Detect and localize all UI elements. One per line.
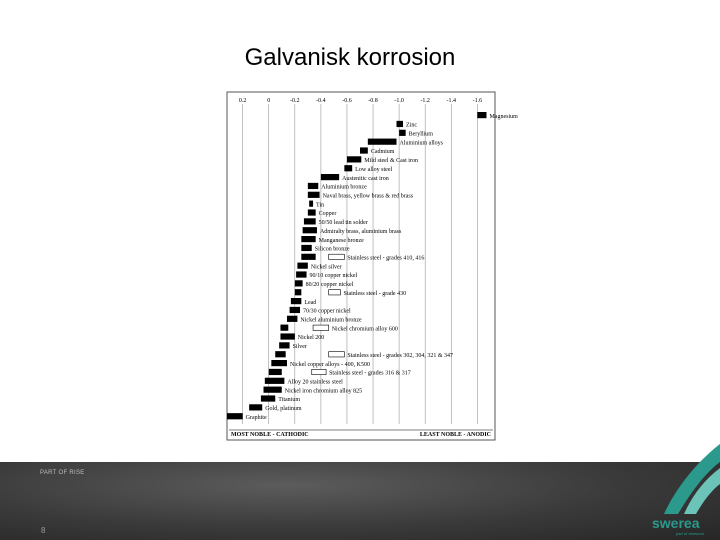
axis-tick-label: -0.8 bbox=[368, 98, 378, 104]
series-label: Nickel chromium alloy 600 bbox=[331, 326, 398, 333]
series-bar bbox=[360, 147, 368, 153]
footer-tag: PART OF RISE bbox=[40, 470, 85, 476]
series-label: Lead bbox=[304, 299, 317, 306]
series-bar bbox=[265, 378, 285, 384]
series-label: Aluminium bronze bbox=[321, 184, 367, 191]
series-label: 90/10 copper nickel bbox=[309, 273, 358, 280]
series-label: Manganese bronze bbox=[318, 237, 364, 244]
series-bar bbox=[287, 316, 297, 322]
logo-tagline: part of research bbox=[676, 531, 705, 536]
series-bar bbox=[297, 263, 307, 269]
series-bar bbox=[304, 218, 316, 224]
series-label: Silicon bronze bbox=[314, 246, 350, 253]
series-label: Naval brass, yellow brass & red brass bbox=[322, 193, 414, 200]
series-label: 50/50 lead tin solder bbox=[318, 220, 368, 227]
series-label: Graphite bbox=[245, 414, 267, 421]
series-bar bbox=[227, 413, 243, 419]
series-bar bbox=[308, 209, 316, 215]
series-bar bbox=[303, 227, 317, 233]
series-bar bbox=[477, 112, 486, 118]
axis-tick-label: 0.2 bbox=[238, 98, 247, 104]
series-label: Zinc bbox=[406, 122, 418, 129]
logo-wordmark: swerea bbox=[652, 515, 700, 531]
galvanic-series-svg bbox=[227, 92, 518, 440]
series-label: Magnesium bbox=[489, 113, 518, 120]
series-bar bbox=[399, 130, 406, 136]
series-label: Nickel 200 bbox=[297, 335, 325, 342]
series-bar bbox=[264, 387, 282, 393]
series-label: Austenitic cast iron bbox=[342, 175, 389, 182]
series-label: Stainless steel - grades 316 & 317 bbox=[329, 370, 411, 377]
slide-title: Galvanisk korrosion bbox=[244, 44, 456, 71]
series-bar bbox=[280, 333, 294, 339]
series-bar bbox=[295, 280, 303, 286]
series-label: Aluminium alloys bbox=[399, 140, 444, 147]
series-bar bbox=[296, 271, 306, 277]
series-label: Admiralty brass, aluminium brass bbox=[319, 228, 402, 235]
series-bar bbox=[275, 351, 285, 357]
series-label: Nickel iron chromium alloy 825 bbox=[284, 388, 363, 395]
axis-tick-label: -1.6 bbox=[472, 98, 483, 104]
series-label: Alloy 20 stainless steel bbox=[287, 379, 343, 386]
series-label: Mild steel & Cast iron bbox=[364, 158, 418, 165]
axis-tick-label: -0.4 bbox=[316, 98, 326, 104]
series-bar bbox=[397, 121, 404, 127]
series-bar bbox=[290, 307, 300, 313]
series-label: Gold, platinum bbox=[265, 406, 302, 413]
series-label: Nickel aluminium bronze bbox=[300, 317, 362, 324]
series-label: Tin bbox=[316, 202, 325, 209]
series-label: Stainless steel - grades 410, 416 bbox=[347, 255, 425, 262]
series-bar bbox=[261, 395, 275, 401]
series-bar bbox=[295, 289, 302, 295]
series-bar bbox=[269, 369, 282, 375]
series-label: 80/20 copper nickel bbox=[305, 282, 354, 289]
series-passive-bar bbox=[313, 325, 329, 330]
series-bar bbox=[321, 174, 339, 180]
series-label: Beryllium bbox=[408, 131, 433, 138]
series-bar bbox=[301, 245, 311, 251]
series-bar bbox=[291, 298, 301, 304]
series-passive-bar bbox=[329, 352, 345, 357]
series-bar bbox=[347, 156, 361, 162]
axis-tick-label: -1.4 bbox=[446, 98, 457, 104]
series-label: Stainless steel - grades 302, 304, 321 & 347 bbox=[347, 352, 454, 359]
series-bar bbox=[301, 236, 315, 242]
galvanic-series-chart bbox=[227, 92, 518, 440]
series-bar bbox=[280, 325, 288, 331]
series-bar bbox=[308, 192, 320, 198]
axis-tick-label: 0 bbox=[267, 98, 271, 104]
series-label: Nickel silver bbox=[310, 264, 342, 271]
series-bar bbox=[344, 165, 352, 171]
series-label: Silver bbox=[292, 344, 307, 351]
series-bar bbox=[368, 139, 397, 145]
series-label: Low alloy steel bbox=[355, 166, 393, 173]
series-label: 70/30 copper nickel bbox=[303, 308, 351, 315]
series-bar bbox=[249, 404, 262, 410]
axis-tick-label: -0.2 bbox=[290, 98, 300, 104]
series-label: Nickel copper alloys - 400, K500 bbox=[289, 361, 370, 368]
axis-tick-label: -1.2 bbox=[420, 98, 430, 104]
page-number: 8 bbox=[41, 526, 46, 535]
axis-tick-label: -0.6 bbox=[342, 98, 352, 104]
series-label: Copper bbox=[318, 211, 337, 218]
series-label: Titanium bbox=[278, 397, 301, 404]
axis-left-label: MOST NOBLE - CATHODIC bbox=[231, 432, 309, 438]
series-passive-bar bbox=[329, 254, 345, 259]
series-bar bbox=[279, 342, 289, 348]
series-label: Stainless steel - grade 430 bbox=[343, 290, 407, 297]
series-bar bbox=[301, 254, 315, 260]
series-bar bbox=[308, 183, 318, 189]
series-passive-bar bbox=[312, 369, 326, 374]
series-bar bbox=[309, 201, 313, 207]
series-label: Cadmium bbox=[370, 149, 395, 156]
series-bar bbox=[271, 360, 287, 366]
axis-right-label: LEAST NOBLE - ANODIC bbox=[419, 432, 491, 438]
series-passive-bar bbox=[329, 290, 341, 295]
axis-tick-label: -1.0 bbox=[394, 98, 404, 104]
